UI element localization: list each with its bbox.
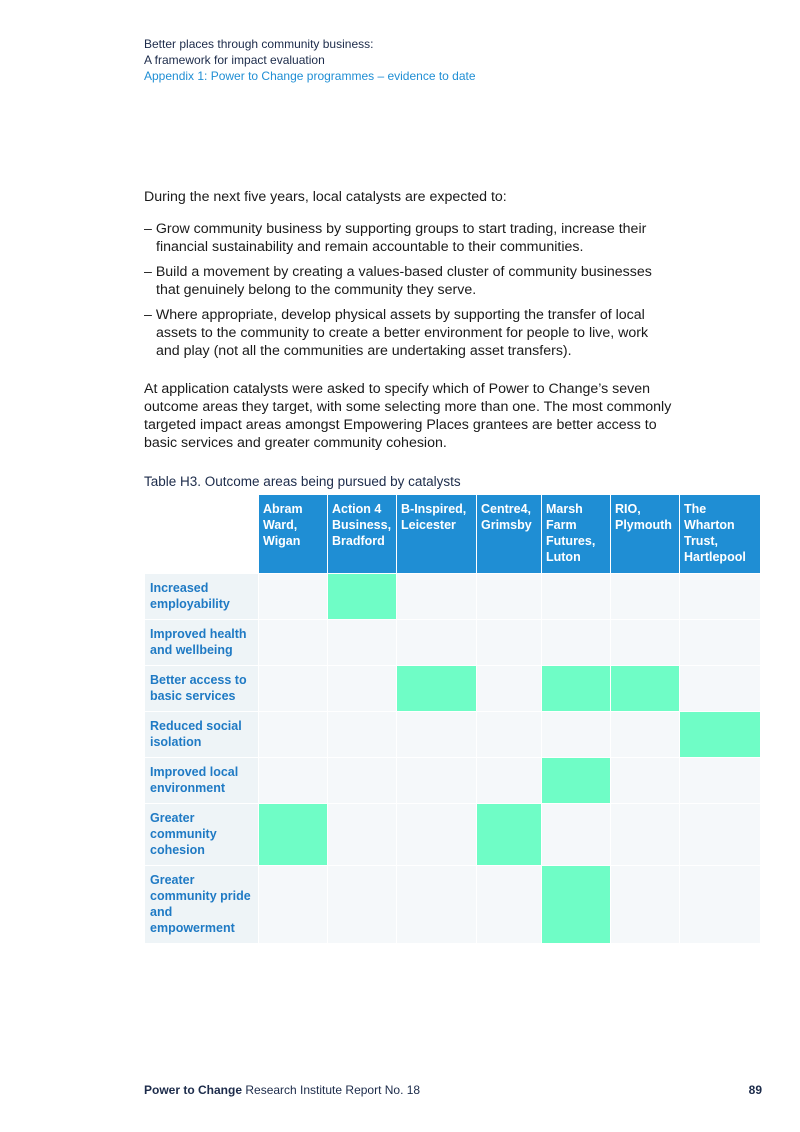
header-blank-cell <box>145 495 259 574</box>
outcome-cell-selected <box>259 804 328 866</box>
outcome-cell-selected <box>542 666 611 712</box>
outcomes-table <box>144 494 761 944</box>
outcome-cell <box>328 866 397 944</box>
outcome-cell <box>259 666 328 712</box>
footer-report: Research Institute Report No. 18 <box>242 1083 421 1097</box>
outcome-cell <box>542 620 611 666</box>
row-label: Reduced social isolation <box>145 712 259 758</box>
outcome-cell-selected <box>397 666 477 712</box>
outcome-cell <box>259 620 328 666</box>
table-body <box>145 574 761 944</box>
body-text <box>144 188 674 452</box>
outcome-cell <box>477 666 542 712</box>
outcome-cell <box>259 574 328 620</box>
running-header <box>144 36 476 84</box>
header-line-3: Appendix 1: Power to Change programmes – evidence to date <box>144 69 476 83</box>
column-header: B-Inspired, Leicester <box>397 495 477 574</box>
outcome-cell <box>259 866 328 944</box>
row-label: Improved health and wellbeing <box>145 620 259 666</box>
outcome-cell <box>611 758 680 804</box>
outcome-cell <box>680 866 761 944</box>
outcome-cell <box>680 804 761 866</box>
outcome-cell <box>542 712 611 758</box>
outcome-cell <box>397 758 477 804</box>
outcome-cell <box>328 758 397 804</box>
outcome-cell <box>611 712 680 758</box>
outcome-cell-selected <box>611 666 680 712</box>
intro-paragraph: During the next five years, local catalysts are expected to: <box>144 189 507 205</box>
header-line-1: Better places through community business: <box>144 37 374 51</box>
footer <box>144 1083 420 1097</box>
table-row <box>145 666 761 712</box>
table-row <box>145 712 761 758</box>
outcome-cell-selected <box>542 758 611 804</box>
table-row <box>145 866 761 944</box>
bullet-list <box>144 220 674 360</box>
outcome-cell <box>680 620 761 666</box>
table-row <box>145 758 761 804</box>
outcome-cell <box>397 804 477 866</box>
page-number: 89 <box>748 1083 762 1097</box>
outcome-cell-selected <box>680 712 761 758</box>
outcome-cell <box>477 574 542 620</box>
table-caption: Table H3. Outcome areas being pursued by catalysts <box>144 474 461 489</box>
outcome-cell <box>542 804 611 866</box>
row-label: Increased employability <box>145 574 259 620</box>
outcome-cell <box>477 712 542 758</box>
header-line-2: A framework for impact evaluation <box>144 53 325 67</box>
outcome-cell <box>328 620 397 666</box>
outcome-cell <box>397 574 477 620</box>
outcome-cell <box>328 666 397 712</box>
row-label: Greater community pride and empowerment <box>145 866 259 944</box>
table-row <box>145 574 761 620</box>
table-row <box>145 620 761 666</box>
outcome-cell <box>397 620 477 666</box>
outcome-cell <box>328 804 397 866</box>
table-header-row <box>145 495 761 574</box>
table-row <box>145 804 761 866</box>
column-header: Abram Ward, Wigan <box>259 495 328 574</box>
bullet-item: – Where appropriate, develop physical assets by supporting the transfer of local assets to the community to create a better environment for people to live, work and play (not all the communities are undertaking asset transfers). <box>144 307 649 359</box>
outcome-cell <box>680 758 761 804</box>
outcome-cell <box>397 866 477 944</box>
outcome-cell <box>328 712 397 758</box>
outcome-cell <box>680 666 761 712</box>
outcome-cell-selected <box>328 574 397 620</box>
footer-brand: Power to Change <box>144 1083 243 1097</box>
column-header: RIO, Plymouth <box>611 495 680 574</box>
column-header: Centre4, Grimsby <box>477 495 542 574</box>
row-label: Better access to basic services <box>145 666 259 712</box>
outcome-cell <box>611 620 680 666</box>
column-header: Marsh Farm Futures, Luton <box>542 495 611 574</box>
bullet-item: – Grow community business by supporting groups to start trading, increase their financial sustainability and remain accountable to their communities. <box>144 221 647 255</box>
outcome-cell <box>477 866 542 944</box>
outcome-cell <box>611 574 680 620</box>
bullet-item: – Build a movement by creating a values-based cluster of community businesses that genuinely belong to the community they serve. <box>144 264 652 298</box>
row-label: Greater community cohesion <box>145 804 259 866</box>
outcome-cell <box>259 712 328 758</box>
column-header: Action 4 Business, Bradford <box>328 495 397 574</box>
outcome-cell <box>397 712 477 758</box>
paragraph-2: At application catalysts were asked to specify which of Power to Change’s seven outcome areas they target, with some selecting more than one. The most commonly targeted impact areas amongst Empowering Places grantees are better access to basic services and greater community cohesion. <box>144 381 672 451</box>
outcome-cell <box>477 620 542 666</box>
outcome-cell-selected <box>477 804 542 866</box>
outcome-cell-selected <box>542 866 611 944</box>
outcome-cell <box>542 574 611 620</box>
column-header: The Wharton Trust, Hartlepool <box>680 495 761 574</box>
outcome-cell <box>611 866 680 944</box>
outcome-cell <box>680 574 761 620</box>
outcome-cell <box>259 758 328 804</box>
row-label: Improved local environment <box>145 758 259 804</box>
outcome-cell <box>477 758 542 804</box>
outcome-cell <box>611 804 680 866</box>
